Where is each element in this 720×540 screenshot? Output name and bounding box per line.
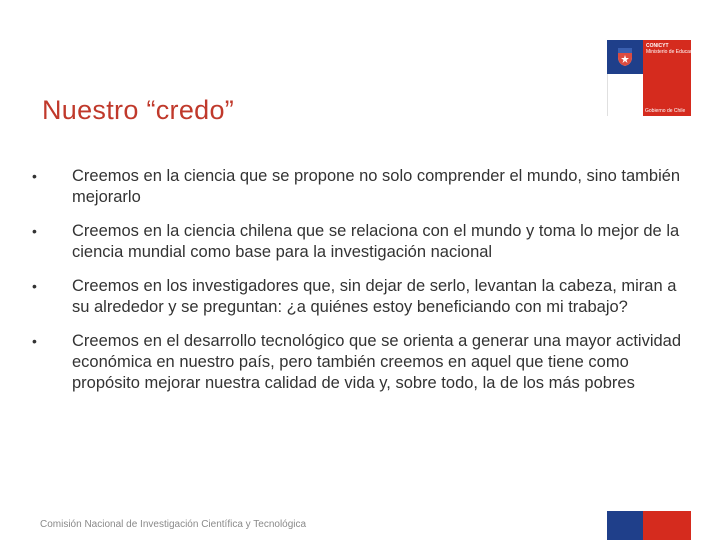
bullet-text: Creemos en el desarrollo tecnológico que se orienta a generar una mayor actividad económica en nuestro país, pero también creemos en aquel que tiene como propósito mejorar nuestra calidad de vida y, sobre todo, la de los más pobres	[72, 332, 682, 392]
bullet-list	[32, 166, 682, 407]
bullet-item	[32, 166, 682, 208]
footer-flag-blue	[607, 511, 643, 540]
logo-org-text	[646, 43, 699, 55]
logo-white-block	[607, 74, 644, 116]
bullet-item	[32, 276, 682, 318]
footer-flag	[607, 511, 691, 540]
conicyt-logo	[607, 40, 700, 116]
bullet-dot: •	[32, 333, 37, 349]
footer-text: Comisión Nacional de Investigación Científica y Tecnológica	[40, 519, 307, 530]
bullet-dot: •	[32, 278, 37, 294]
bullet-dot: •	[32, 168, 37, 184]
bullet-dot: •	[32, 223, 37, 239]
logo-org-sub: Ministerio de Educación	[646, 49, 700, 55]
slide-title: Nuestro “credo”	[42, 95, 235, 125]
footer-flag-red	[643, 511, 691, 540]
bullet-text: Creemos en la ciencia chilena que se relaciona con el mundo y toma lo mejor de la ciencia mundial como base para la investigación nacional	[72, 222, 680, 261]
bullet-text: Creemos en la ciencia que se propone no solo comprender el mundo, sino también mejorarlo	[72, 167, 681, 206]
logo-government: Gobierno de Chile	[645, 108, 686, 114]
chile-coat-of-arms-icon	[616, 45, 634, 67]
bullet-text: Creemos en los investigadores que, sin dejar de serlo, levantan la cabeza, miran a su alrededor y se preguntan: ¿a quiénes estoy beneficiando con mi trabajo?	[72, 277, 677, 316]
bullet-item	[32, 221, 682, 263]
logo-org-name: CONICYT	[646, 43, 669, 49]
bullet-item	[32, 331, 682, 394]
